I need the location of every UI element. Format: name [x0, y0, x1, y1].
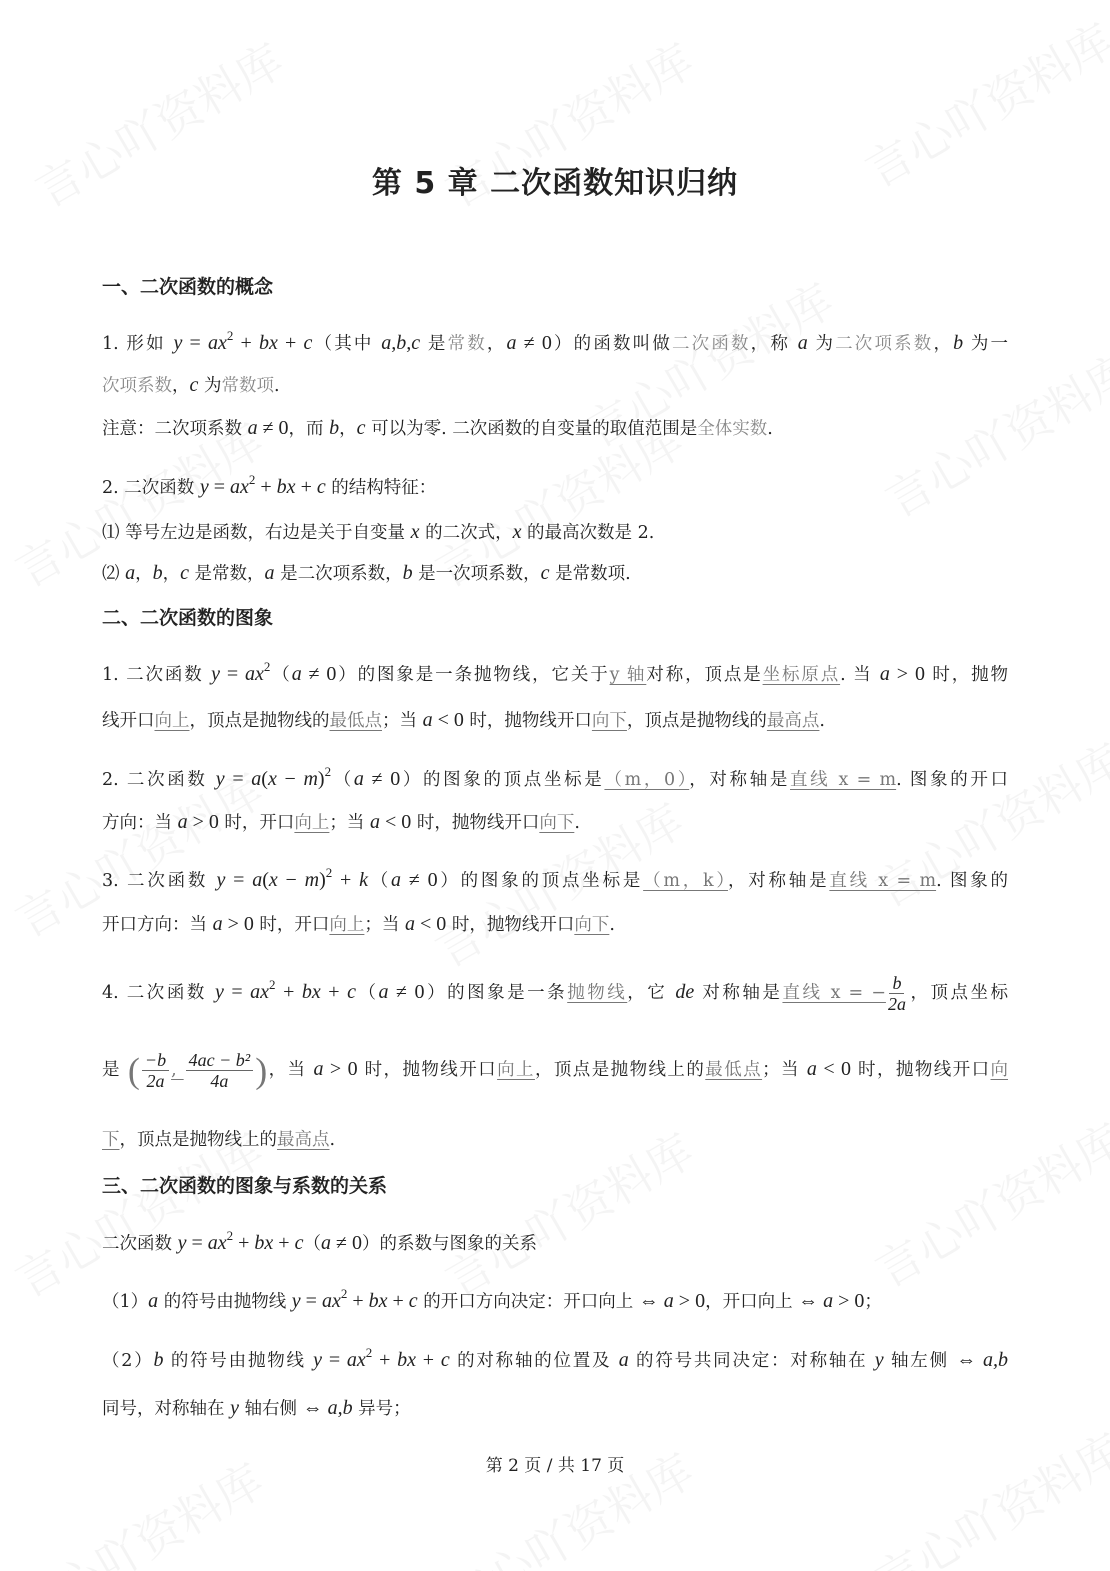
math-variable: a — [879, 663, 890, 685]
math-symbol: = — [223, 981, 251, 1003]
graph-4-c — [102, 1128, 335, 1152]
math-variable: ax — [245, 663, 264, 685]
text-run: 轴左侧 — [883, 1351, 957, 1371]
math-symbol: ⇔ — [302, 1397, 328, 1419]
text-run: 轴右侧 — [238, 1399, 303, 1419]
answer-blank: 最高点 — [766, 711, 820, 731]
text-run: 的开口方向决定：开口向上 — [417, 1292, 639, 1312]
math-variable: a — [313, 1058, 324, 1080]
math-symbol: + — [320, 981, 348, 1003]
text-run: 1. 二次函数 — [102, 665, 212, 685]
text-run: 的符号共同决定：对称轴在 — [628, 1351, 875, 1371]
concept-def-1 — [102, 324, 1008, 356]
text-run: ，称 — [750, 334, 798, 354]
text-run: （其中 — [312, 334, 382, 354]
math-symbol: − — [277, 869, 305, 891]
text-run: ，顶点是抛物线的 — [189, 711, 330, 731]
text-run: ，开口向上 — [705, 1292, 799, 1312]
text-run: . — [273, 376, 280, 396]
text-run: 为 — [807, 334, 836, 354]
math-variable: b — [152, 562, 163, 584]
math-variable: bx — [258, 332, 278, 354]
watermark — [862, 1105, 1110, 1300]
text-run: 是常数项. — [549, 564, 631, 584]
math-variable: y — [313, 1349, 323, 1371]
watermark — [872, 335, 1110, 530]
text-run: 2. 二次函数 — [102, 478, 200, 498]
text-run: 是 — [102, 1060, 128, 1080]
graph-3-b — [102, 912, 615, 937]
math-variable: b — [953, 332, 964, 354]
text-run: 是 — [420, 334, 448, 354]
math-variable: a — [378, 981, 389, 1003]
text-run: 一、二次函数的概念 — [102, 276, 274, 298]
key-term: 全体实数 — [697, 419, 768, 439]
math-variable: c — [356, 417, 366, 439]
math-variable: y — [199, 476, 209, 498]
math-variable: a — [264, 562, 275, 584]
math-variable: y — [173, 332, 183, 354]
math-symbol: + — [332, 869, 360, 891]
heading-graph — [102, 606, 273, 630]
key-term: 二次项系数 — [835, 334, 934, 354]
math-variable: a — [251, 768, 262, 790]
graph-2-b — [102, 810, 580, 835]
text-run: ）的函数叫做 — [551, 334, 673, 354]
graph-3-a — [102, 861, 1008, 893]
text-run: ）的图象是一条 — [424, 983, 568, 1003]
text-run: 是一次项系数， — [412, 564, 541, 584]
key-term: 常数 — [447, 334, 487, 354]
math-symbol: ≠ 0 — [257, 417, 289, 439]
math-symbol: = — [219, 663, 246, 685]
text-run: ，对称轴是 — [727, 871, 830, 891]
math-variable: a,b — [327, 1397, 353, 1419]
text-run: 时，抛物线开口 — [851, 1060, 991, 1080]
fraction-numerator: b — [889, 973, 904, 994]
math-variable: a — [353, 768, 364, 790]
math-symbol: ≠ 0 — [401, 869, 438, 891]
math-symbol: ≠ 0 — [330, 1232, 362, 1254]
math-symbol: ( — [262, 869, 269, 891]
math-variable: y — [291, 1290, 301, 1312]
math-symbol: ) — [317, 768, 325, 790]
text-run: （ — [303, 1234, 321, 1254]
answer-blank: （m，0） — [604, 770, 690, 790]
answer-blank: 最低点 — [705, 1060, 763, 1080]
fraction — [142, 1050, 169, 1091]
text-run: . — [329, 1130, 336, 1150]
fraction-numerator: 4ac − b² — [186, 1050, 254, 1071]
key-term: 常数项 — [221, 376, 274, 396]
math-symbol: > 0 — [673, 1290, 706, 1312]
math-variable: c — [440, 1349, 450, 1371]
text-run: 2. 二次函数 — [102, 770, 216, 790]
math-symbol: ≠ 0 — [516, 332, 552, 354]
text-run: 二次函数 — [102, 1234, 178, 1254]
math-symbol: = — [322, 1349, 347, 1371]
text-run: 是常数， — [188, 564, 265, 584]
parenthesis: ( — [127, 1050, 140, 1091]
math-variable: bx — [368, 1290, 388, 1312]
text-run: 的二次式， — [419, 523, 513, 543]
math-variable: b — [153, 1349, 164, 1371]
text-run: ， — [135, 564, 153, 584]
superscript: 2 — [248, 472, 256, 487]
math-variable: x — [512, 521, 522, 543]
answer-blank: , — [171, 1060, 184, 1080]
math-symbol: + — [347, 1290, 369, 1312]
text-run: ；当 — [762, 1060, 807, 1080]
coeff-item-1 — [102, 1282, 882, 1314]
math-symbol: + — [275, 981, 302, 1003]
math-symbol: + — [255, 476, 277, 498]
math-variable: y — [216, 869, 226, 891]
text-run: . 图象的 — [936, 871, 1009, 891]
math-symbol: + — [233, 1232, 255, 1254]
math-variable: a — [391, 869, 402, 891]
math-variable: ax — [207, 1232, 227, 1254]
math-variable: m — [304, 869, 320, 891]
graph-4-a — [102, 973, 1008, 1014]
math-symbol: > 0 — [222, 913, 254, 935]
graph-1-b — [102, 708, 825, 733]
text-run: ，顶点是抛物线上的 — [119, 1130, 277, 1150]
math-variable: a — [291, 663, 302, 685]
text-run: ，它 — [627, 983, 676, 1003]
math-variable: a,b — [983, 1349, 1009, 1371]
fraction-denominator: 2a — [146, 1071, 165, 1091]
math-variable: a — [422, 709, 433, 731]
answer-blank: 抛物线 — [567, 983, 628, 1003]
math-symbol: < 0 — [816, 1058, 852, 1080]
text-run: 时，开口 — [218, 813, 295, 833]
text-run: （ — [355, 983, 379, 1003]
math-variable: y — [874, 1349, 884, 1371]
math-variable: ax — [321, 1290, 341, 1312]
math-variable: c — [303, 332, 313, 354]
text-run: （ — [367, 871, 392, 891]
math-symbol: > 0 — [889, 663, 925, 685]
superscript: 2 — [263, 659, 271, 674]
math-variable: a — [823, 1290, 834, 1312]
math-variable: bx — [301, 981, 321, 1003]
text-run: 3. 二次函数 — [102, 871, 217, 891]
answer-blank: 向上 — [154, 711, 190, 731]
text-run: ；当 — [364, 915, 405, 935]
math-variable: y — [177, 1232, 187, 1254]
math-variable: a,b,c — [381, 332, 421, 354]
math-variable: c — [347, 981, 356, 1003]
answer-blank: （m，k） — [643, 871, 728, 891]
text-run: ）的图象是一条抛物线，它关于 — [336, 665, 610, 685]
math-symbol: = — [182, 332, 208, 354]
math-variable: a — [618, 1349, 629, 1371]
math-symbol: = — [225, 869, 253, 891]
text-run: ）的图象的顶点坐标是 — [400, 770, 605, 790]
answer-blank: 最低点 — [329, 711, 382, 731]
math-variable: bx — [397, 1349, 417, 1371]
math-variable: c — [294, 1232, 304, 1254]
text-run: （2） — [102, 1351, 154, 1371]
text-run: ， — [486, 334, 507, 354]
text-run: 线开口 — [102, 711, 155, 731]
math-symbol: + — [416, 1349, 441, 1371]
fraction-denominator: 2a — [887, 994, 906, 1014]
math-symbol: = — [300, 1290, 322, 1312]
structure-item-1 — [102, 520, 654, 545]
text-run: . — [819, 711, 825, 731]
text-run: ，对称轴是 — [689, 770, 791, 790]
structure-item-2 — [102, 561, 631, 586]
math-variable: c — [408, 1290, 418, 1312]
answer-blank: 向上 — [329, 915, 365, 935]
text-run: . 图象的开口 — [896, 770, 1009, 790]
math-symbol: > 0 — [187, 811, 219, 833]
text-run: 1. 形如 — [102, 334, 174, 354]
text-run: 的符号由抛物线 — [158, 1292, 292, 1312]
graph-1-a — [102, 655, 1008, 687]
text-run: 为 — [198, 376, 222, 396]
text-run: 是二次项系数， — [274, 564, 403, 584]
text-run: 的符号由抛物线 — [163, 1351, 314, 1371]
text-run: ⑴ 等号左边是函数，右边是关于自变量 — [102, 523, 411, 543]
text-run: 时，抛物线开口 — [357, 1060, 498, 1080]
text-run: ， — [339, 419, 357, 439]
text-run: . — [574, 813, 580, 833]
math-variable: c — [189, 374, 199, 396]
math-symbol: < 0 — [414, 913, 447, 935]
math-variable: de — [675, 981, 695, 1003]
answer-blank: 直线 x = m — [829, 871, 937, 891]
fraction-numerator: −b — [142, 1050, 169, 1071]
page-footer: 第 2 页 / 共 17 页 — [485, 1456, 625, 1476]
text-run: 注意：二次项系数 — [102, 419, 248, 439]
math-variable: ax — [207, 332, 227, 354]
answer-blank: 向上 — [294, 813, 330, 833]
math-variable: x — [268, 869, 278, 891]
math-symbol: ( — [261, 768, 268, 790]
math-variable: ax — [346, 1349, 366, 1371]
math-variable: m — [303, 768, 318, 790]
text-run: 方向：当 — [102, 813, 178, 833]
text-run: 二、二次函数的图象 — [102, 607, 274, 629]
superscript: 2 — [340, 1286, 348, 1301]
math-variable: ax — [230, 476, 249, 498]
answer-blank: 向 — [990, 1060, 1009, 1080]
answer-blank: 向下 — [574, 915, 610, 935]
math-symbol: ⇔ — [956, 1349, 984, 1371]
text-run: 同号，对称轴在 — [102, 1399, 231, 1419]
watermark — [862, 1415, 1110, 1571]
text-run: ； — [864, 1292, 882, 1312]
math-variable: c — [180, 562, 189, 584]
text-run: 的对称轴的位置及 — [449, 1351, 619, 1371]
math-variable: a — [320, 1232, 331, 1254]
heading-coefficients — [102, 1174, 387, 1198]
math-variable: a — [806, 1058, 817, 1080]
math-variable: a — [247, 417, 258, 439]
text-run: ， — [162, 564, 181, 584]
math-symbol: + — [277, 332, 304, 354]
math-symbol: ⇔ — [638, 1290, 664, 1312]
math-variable: y — [215, 768, 225, 790]
text-run: ，当 — [267, 1060, 314, 1080]
text-run: 时，开口 — [253, 915, 330, 935]
math-symbol: > 0 — [323, 1058, 358, 1080]
answer-blank: 向下 — [591, 711, 627, 731]
superscript: 2 — [226, 328, 234, 343]
text-run: 开口方向：当 — [102, 915, 213, 935]
math-symbol: + — [295, 476, 317, 498]
math-variable: c — [540, 562, 550, 584]
text-run: ；当 — [382, 711, 423, 731]
text-run: 的最高次数是 2. — [521, 523, 655, 543]
math-symbol: + — [387, 1290, 409, 1312]
text-run: 对称轴是 — [694, 983, 783, 1003]
math-symbol: ≠ 0 — [301, 663, 337, 685]
text-run: ，顶点是抛物线的 — [626, 711, 767, 731]
math-symbol: ⇔ — [798, 1290, 824, 1312]
math-variable: a — [797, 332, 808, 354]
answer-blank: 坐标原点 — [762, 665, 841, 685]
text-run: 可以为零. 二次函数的自变量的取值范围是 — [365, 419, 698, 439]
coeff-intro — [102, 1224, 537, 1256]
text-run: （ — [331, 770, 354, 790]
text-run: . — [767, 419, 773, 439]
superscript: 2 — [226, 1228, 234, 1243]
graph-4-b — [102, 1050, 1008, 1091]
answer-blank: 直线 x = m — [790, 770, 897, 790]
text-run: 4. 二次函数 — [102, 983, 215, 1003]
text-run: （1） — [102, 1292, 149, 1312]
text-run: ， — [933, 334, 954, 354]
math-variable: bx — [254, 1232, 274, 1254]
math-variable: c — [316, 476, 326, 498]
answer-blank: 最高点 — [277, 1130, 330, 1150]
structure-title — [102, 468, 436, 500]
math-variable: a — [252, 869, 263, 891]
math-variable: a — [369, 811, 380, 833]
math-symbol: = — [186, 1232, 208, 1254]
math-variable: a — [177, 811, 188, 833]
superscript: 2 — [269, 977, 276, 992]
math-variable: ax — [250, 981, 270, 1003]
answer-blank: 直线 x = − — [782, 983, 886, 1003]
parenthesis: ) — [255, 1050, 268, 1091]
text-run: 异号； — [352, 1399, 411, 1419]
superscript: 2 — [324, 764, 332, 779]
math-symbol: + — [372, 1349, 398, 1371]
math-symbol: < 0 — [432, 709, 464, 731]
math-variable: y — [214, 981, 224, 1003]
math-symbol: ≠ 0 — [363, 768, 401, 790]
text-run: 三、二次函数的图象与系数的关系 — [102, 1175, 388, 1197]
page-title: 第 5 章 二次函数知识归纳 — [371, 166, 739, 201]
math-symbol: = — [208, 476, 230, 498]
math-variable: b — [329, 417, 340, 439]
math-symbol: ) — [319, 869, 326, 891]
text-run: 对称，顶点是 — [646, 665, 763, 685]
text-run: ）的图象的顶点坐标是 — [437, 871, 644, 891]
coeff-item-2-a — [102, 1341, 1008, 1373]
text-run: 时，抛物线开口 — [463, 711, 592, 731]
text-run: ，顶点是抛物线上的 — [534, 1060, 706, 1080]
fraction — [186, 1050, 254, 1091]
math-variable: b — [402, 562, 413, 584]
math-symbol: + — [273, 1232, 295, 1254]
math-symbol: < 0 — [379, 811, 412, 833]
math-variable: a — [663, 1290, 674, 1312]
math-variable: bx — [276, 476, 296, 498]
text-run: ， — [172, 376, 190, 396]
text-run: . — [609, 915, 615, 935]
text-run: 时，抛物 — [924, 665, 1009, 685]
text-run: 时，抛物线开口 — [411, 813, 540, 833]
math-symbol: = — [224, 768, 252, 790]
text-run: ，顶点坐标 — [907, 983, 1009, 1003]
math-variable: a — [125, 562, 136, 584]
text-run: 时，抛物线开口 — [446, 915, 575, 935]
math-variable: a — [404, 913, 415, 935]
text-run: ）的系数与图象的关系 — [361, 1234, 537, 1254]
answer-blank: y 轴 — [609, 665, 647, 685]
math-variable: k — [359, 869, 368, 891]
text-run: ，而 — [288, 419, 330, 439]
text-run: . 当 — [840, 665, 880, 685]
text-run: ⑵ — [102, 564, 126, 584]
superscript: 2 — [325, 865, 333, 880]
concept-def-2 — [102, 373, 280, 398]
key-term: 二次函数 — [672, 334, 751, 354]
answer-blank: 向下 — [539, 813, 575, 833]
math-variable: a — [148, 1290, 159, 1312]
concept-note — [102, 416, 773, 441]
heading-concept — [102, 275, 273, 299]
math-variable: a — [212, 913, 223, 935]
fraction — [888, 973, 906, 1014]
math-variable: y — [211, 663, 220, 685]
answer-blank: 下 — [102, 1130, 120, 1150]
text-run: 的结构特征： — [325, 478, 437, 498]
key-term: 次项系数 — [102, 376, 172, 396]
text-run: （ — [270, 665, 292, 685]
text-run: ；当 — [329, 813, 370, 833]
text-run: 为一 — [963, 334, 1009, 354]
math-symbol: > 0 — [833, 1290, 865, 1312]
math-symbol: ≠ 0 — [388, 981, 425, 1003]
fraction-denominator: 4a — [210, 1071, 229, 1091]
coeff-item-2-b — [102, 1396, 411, 1421]
answer-blank: 向上 — [497, 1060, 535, 1080]
math-symbol: − — [276, 768, 304, 790]
math-variable: a — [506, 332, 517, 354]
math-variable: y — [230, 1397, 239, 1419]
math-variable: x — [410, 521, 420, 543]
math-symbol: + — [233, 332, 259, 354]
math-variable: x — [267, 768, 277, 790]
graph-2-a — [102, 760, 1008, 792]
superscript: 2 — [365, 1345, 373, 1360]
